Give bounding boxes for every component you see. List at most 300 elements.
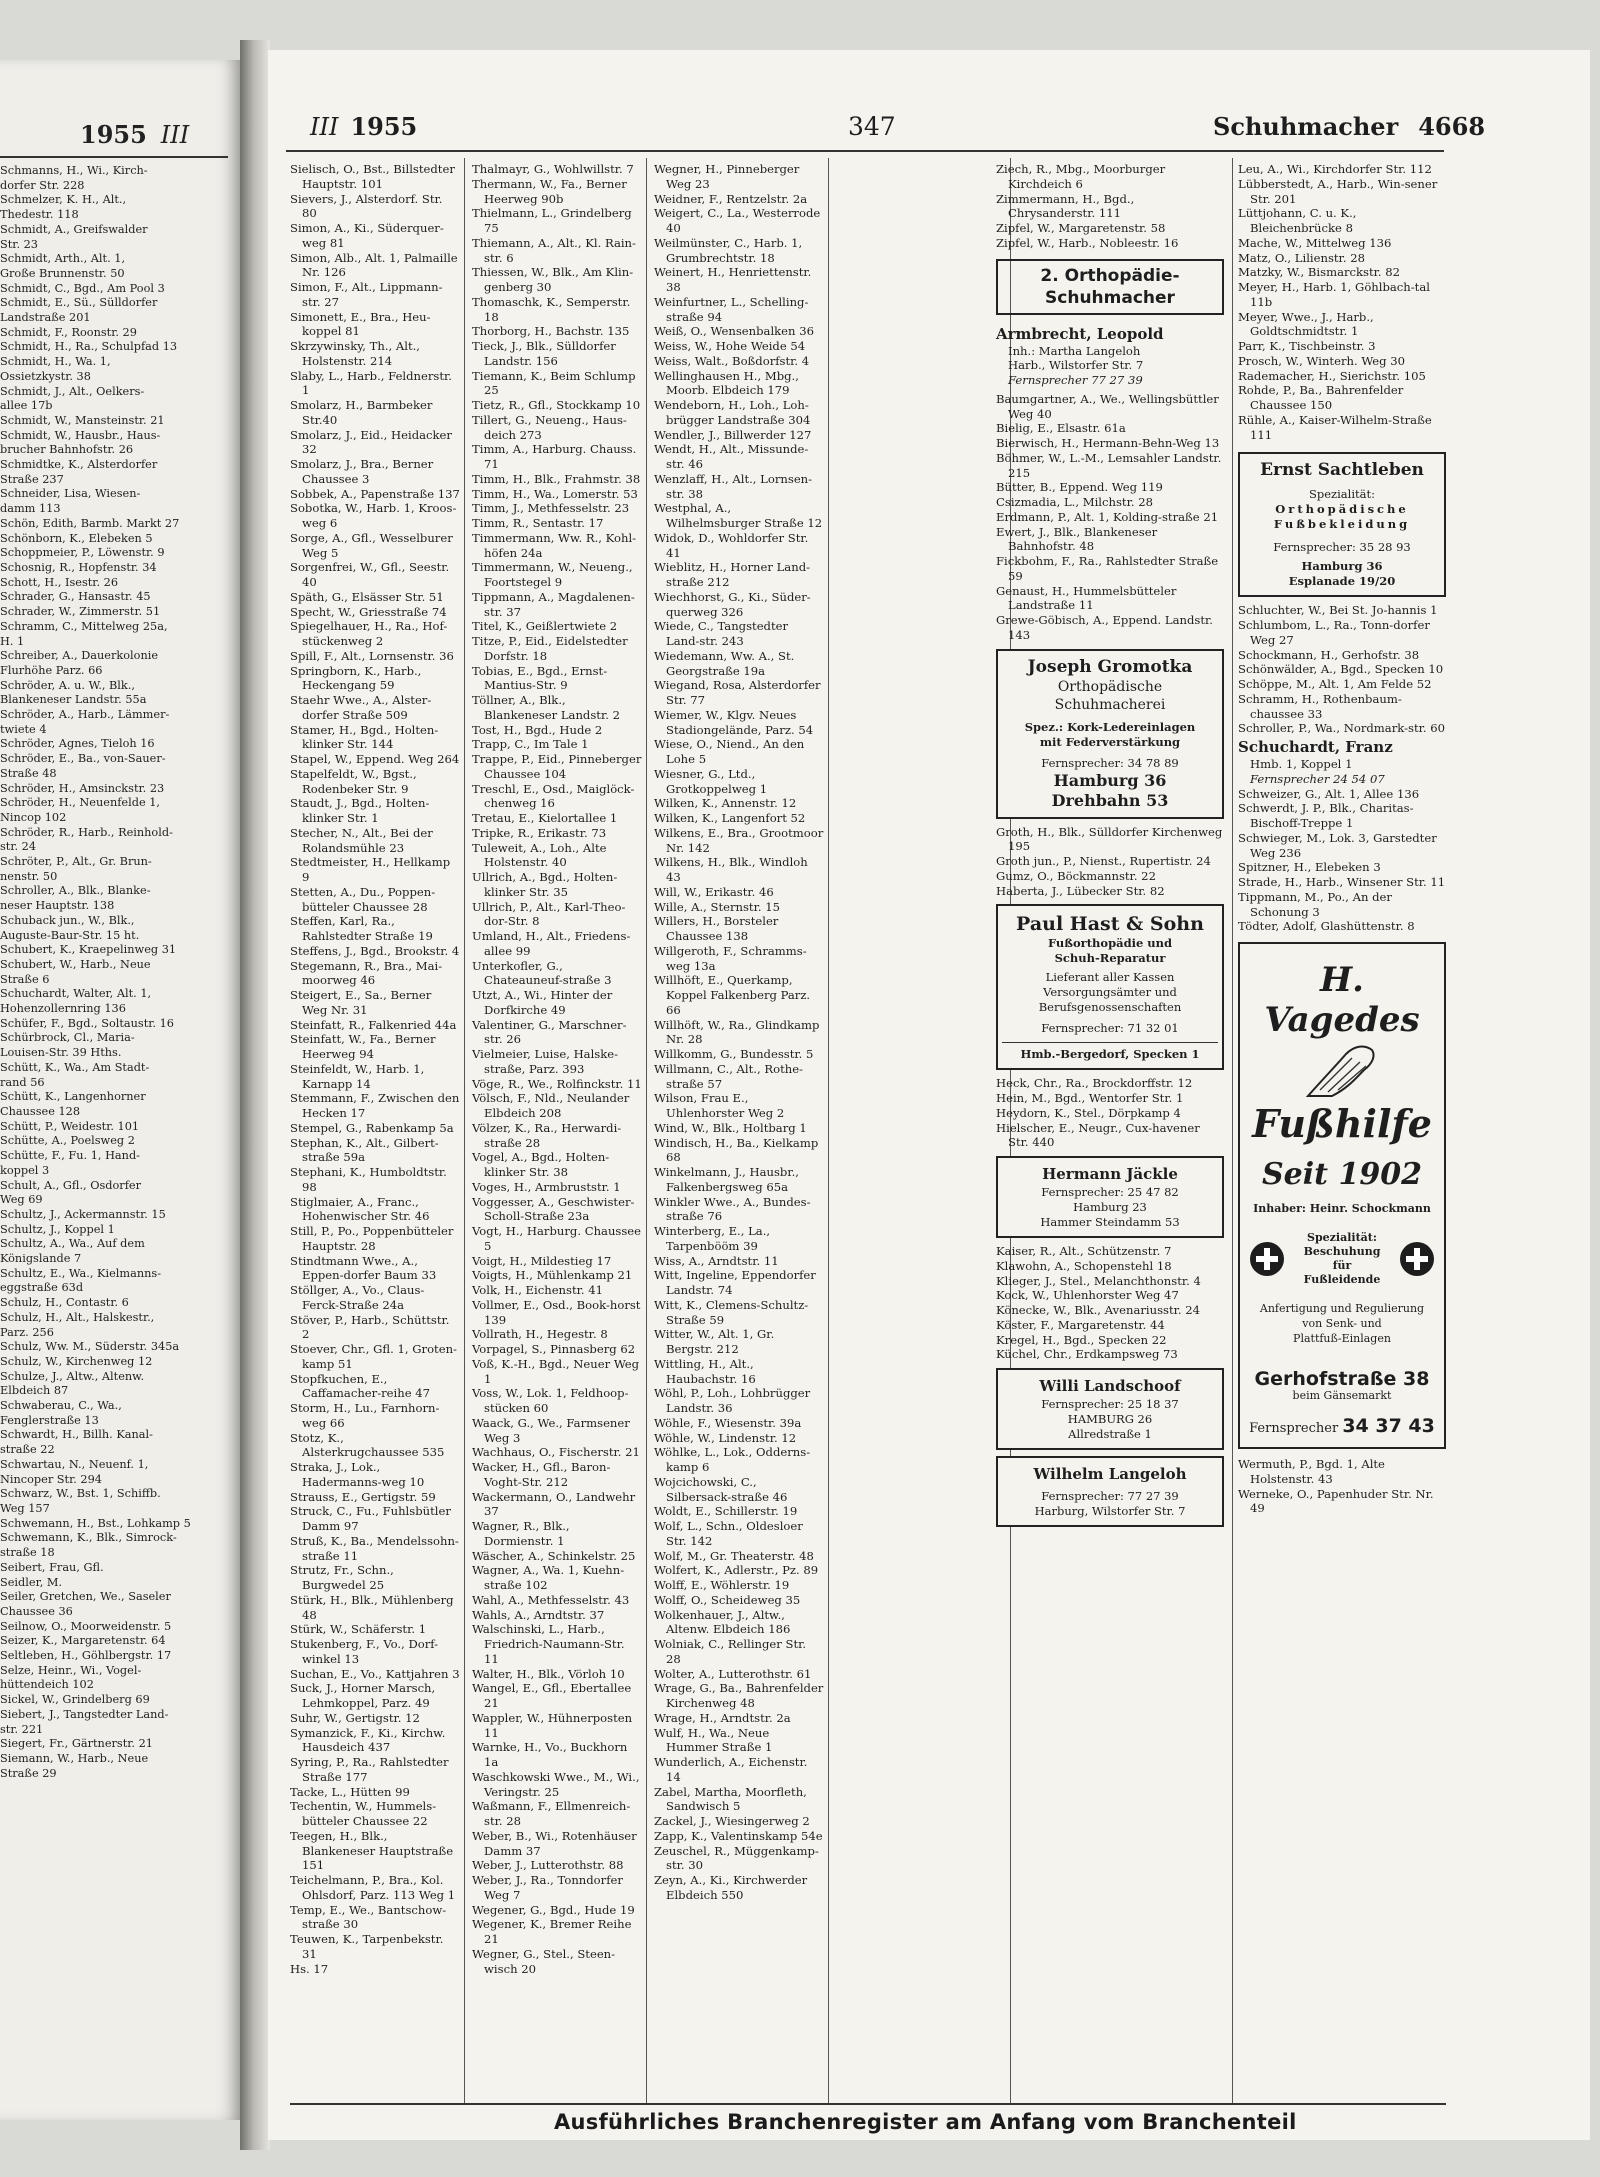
list-item: Stapel, W., Eppend. Weg 264 [290,752,460,766]
list-item: Wulf, H., Wa., Neue Hummer Straße 1 [654,1725,773,1755]
list-item: Schröder, Agnes, Tieloh 16 [0,737,155,751]
list-item: Schosnig, R., Hopfenstr. 34 [0,560,157,574]
list-item: Schröder, H., Neuenfelde 1, [0,796,160,810]
listing-group [996,1244,1224,1362]
list-item: Staehr Wwe., A., Alster-dorfer Straße 509 [290,693,432,722]
list-item: Schöppe, M., Alt. 1, Am Felde 52 [1238,677,1432,691]
list-item: Steigert, E., Sa., Berner Weg Nr. 31 [290,988,432,1017]
list-item: Schluchter, W., Bei St. Jo-hannis 1 [1238,603,1438,618]
list-item: Zimmermann, H., Bgd., Chrysanderstr. 111 [996,191,1135,221]
list-item: Sobbek, A., Papenstraße 137 [290,486,460,501]
list-item: Stedtmeister, H., Hellkamp 9 [290,855,451,884]
list-item: Timm, R., Sentastr. 17 [472,516,604,530]
list-item: Weiss, Walt., Boßdorfstr. 4 [654,353,810,368]
list-item: Gumz, O., Böckmannstr. 22 [996,868,1156,883]
list-item: Witt, Ingeline, Eppendorfer Landstr. 74 [654,1268,816,1297]
header-rule [286,150,1444,152]
list-item: Wellinghausen H., Mbg., Moorb. Elbdeich 179 [654,368,799,398]
list-item: Voigts, H., Mühlenkamp 21 [472,1268,633,1283]
list-item: Weber, J., Ra., Tonndorfer Weg 7 [472,1873,623,1902]
listing-group [996,162,1224,251]
list-item: Schrader, G., Hansastr. 45 [0,590,151,604]
list-item: Willmann, C., Alt., Rothe-straße 57 [654,1061,803,1091]
list-item: Steffens, J., Bgd., Brookstr. 4 [290,943,460,958]
list-item: Stetten, A., Du., Poppen-bütteler Chaussee 28 [290,884,436,914]
list-item: Tiemann, K., Beim Schlump 25 [472,368,636,398]
list-item: Stürk, H., Blk., Mühlenberg 48 [290,1592,454,1622]
list-item: Wrage, H., Arndtstr. 2a [654,1710,791,1725]
list-item: Walschinski, L., Harb., Friedrich-Naumann-Str. 11 [472,1622,625,1666]
list-item: Wolkenhauer, J., Altw., Altenw. Elbdeich 186 [654,1607,791,1637]
list-item: Schramm, C., Mittelweg 25a, [0,619,168,633]
list-item: Wendt, H., Alt., Missunde-str. 46 [654,442,809,471]
list-item: Teichelmann, P., Bra., Kol. Ohlsdorf, Parz. 113 Weg 1 [290,1873,456,1902]
list-item: Schmidt, W., Hausbr., Haus- [0,428,161,442]
service-description: Anfertigung und Regulierung von Senk- und Plattfuß-Einlagen [1259,1301,1425,1345]
list-item: Thomaschk, K., Semperstr. 18 [472,294,631,324]
list-item: Selze, Heinr., Wi., Vogel- [0,1663,142,1677]
list-item: hüttendeich 102 [0,1678,94,1692]
list-item: Skrzywinsky, Th., Alt., Holstenstr. 214 [290,339,420,368]
list-item: Strauss, E., Gertigstr. 59 [290,1489,436,1504]
list-item: Waßmann, F., Ellmenreich-str. 28 [472,1799,631,1828]
list-item: Willhöft, W., Ra., Glindkamp Nr. 28 [654,1017,820,1047]
list-item: Temp, E., We., Bantschow-straße 30 [290,1902,447,1932]
list-item: Bierwisch, H., Hermann-Behn-Weg 13 [996,436,1220,450]
list-item: Symanzick, F., Ki., Kirchw. Hausdeich 437 [290,1725,446,1755]
list-item: Spill, F., Alt., Lornsenstr. 36 [290,648,454,663]
list-item: Willkomm, G., Bundesstr. 5 [654,1047,814,1061]
list-item: Weg 69 [0,1193,43,1207]
list-item: Schütt, P., Weidestr. 101 [0,1119,140,1133]
list-item: Stotz, K., Alsterkrugchaussee 535 [290,1430,445,1460]
list-item: Weidner, F., Rentzelstr. 2a [654,191,808,206]
list-item: Elbdeich 87 [0,1384,69,1398]
list-item: Wiede, C., Tangstedter Land-str. 243 [654,619,789,648]
list-item: Wiese, O., Niend., An den Lohe 5 [654,737,805,766]
list-item: Seilnow, O., Moorweidenstr. 5 [0,1619,172,1633]
medical-cross-icon [1400,1242,1434,1276]
list-item: Schmidt, W., Mansteinstr. 21 [0,413,165,427]
list-item: Küchel, Chr., Erdkampsweg 73 [996,1347,1178,1362]
list-item: Valentiner, G., Marschner-str. 26 [472,1017,627,1047]
list-item: Tillert, G., Neueng., Haus-deich 273 [472,412,627,442]
list-item: Voggesser, A., Geschwister-Scholl-Straße 23a [472,1194,635,1224]
list-item: Schmidt, F., Roonstr. 29 [0,325,137,339]
page-number: 347 [848,112,896,141]
list-item: Weinert, H., Henriettenstr. 38 [654,265,812,294]
list-item: Tretau, E., Kielortallee 1 [472,811,618,825]
list-item: Zapp, K., Valentinskamp 54e [654,1828,823,1843]
list-item: Schön, Edith, Barmb. Markt 27 [0,516,180,530]
list-item: Lüttjohann, C. u. K., Bleichenbrücke 8 [1238,206,1357,235]
list-item: Schuback jun., W., Blk., [0,913,135,927]
list-item: Schramm, H., Rothenbaum-chaussee 33 [1238,691,1402,721]
list-item: Schulze, J., Altw., Altenw. [0,1369,145,1383]
list-item: Vollmer, E., Osd., Book-horst 139 [472,1297,641,1327]
list-item: Wiesner, G., Ltd., Grotkoppelweg 1 [654,766,768,796]
list-item: Nincoper Str. 294 [0,1472,102,1486]
list-item: Tacke, L., Hütten 99 [290,1784,410,1799]
list-item: Simonett, E., Bra., Heu-koppel 81 [290,309,431,339]
list-item: Thiemann, A., Alt., Kl. Rain-str. 6 [472,235,636,265]
list-item: Schröder, A., Harb., Lämmer- [0,708,170,722]
listing-column-2 [472,162,642,1976]
list-item: Wunderlich, A., Eichenstr. 14 [654,1755,808,1784]
list-item: Ossietzkystr. 38 [0,369,91,383]
list-item: Unterkofler, G., Chateauneuf-straße 3 [472,958,612,988]
list-item: Stöver, P., Harb., Schüttstr. 2 [290,1312,450,1342]
list-item: Seltleben, H., Göhlbergstr. 17 [0,1649,172,1663]
vagedes-phone: Fernsprecher 34 37 43 [1249,1415,1435,1438]
list-item: Wiechhorst, G., Ki., Süder-querweg 326 [654,589,811,619]
list-item: Wagner, A., Wa. 1, Kuehn-straße 102 [472,1563,625,1592]
list-item: Köster, F., Margaretenstr. 44 [996,1317,1165,1332]
list-item: Tietz, R., Gfl., Stockkamp 10 [472,398,641,412]
page-header-right: Schuhmacher 4668 [1213,112,1486,141]
list-item: Timmermann, Ww. R., Kohl-höfen 24a [472,530,637,560]
list-item: Zeyn, A., Ki., Kirchwerder Elbdeich 550 [654,1873,808,1902]
list-item: Schrader, W., Zimmerstr. 51 [0,605,161,619]
list-item: Simon, Alb., Alt. 1, Palmaille Nr. 126 [290,250,458,280]
list-item: Schmidtke, K., Alsterdorfer [0,458,158,472]
list-item: Zeuschel, R., Müggenkamp-str. 30 [654,1843,819,1873]
list-item: Schütte, A., Poelsweg 2 [0,1134,135,1148]
list-item: Witter, W., Alt. 1, Gr. Bergstr. 212 [654,1327,775,1356]
list-item: Timm, H., Wa., Lomerstr. 53 [472,486,638,501]
list-item: Parr, K., Tischbeinstr. 3 [1238,339,1376,353]
list-item: Matz, O., Lilienstr. 28 [1238,250,1365,265]
list-item: Schultz, E., Wa., Kielmanns- [0,1266,162,1280]
highlighted-listing-details: Hmb. 1, Koppel 1 Fernsprecher 24 54 07 [1250,757,1385,786]
list-item: Weigert, C., La., Westerrode 40 [654,206,821,235]
list-item: Schubert, W., Harb., Neue [0,957,151,971]
list-item: Timm, J., Methfesselstr. 23 [472,501,630,516]
list-item: Wegner, G., Stel., Steen-wisch 20 [472,1946,616,1976]
list-item: twiete 4 [0,722,47,736]
list-item: Späth, G., Elsässer Str. 51 [290,589,444,604]
list-item: Mache, W., Mittelweg 136 [1238,235,1392,250]
list-item: Bütter, B., Eppend. Weg 119 [996,480,1163,495]
list-item: Fenglerstraße 13 [0,1413,99,1427]
list-item: Teuwen, K., Tarpenbekstr. 31 [290,1932,444,1961]
list-item: Schockmann, H., Gerhofstr. 38 [1238,647,1420,662]
list-item: Schroller, P., Wa., Nordmark-str. 60 [1238,721,1445,736]
list-item: straße 18 [0,1546,55,1560]
list-item: Straße 48 [0,766,57,780]
list-item: Baumgartner, A., We., Wellingsbüttler Weg 40 [996,391,1219,421]
list-item: Groth jun., P., Nienst., Rupertistr. 24 [996,854,1211,868]
list-item: Titel, K., Geißlertwiete 2 [472,619,618,634]
list-item: Sievers, J., Alsterdorf. Str. 80 [290,191,443,221]
list-item: Vorpagel, S., Pinnasberg 62 [472,1342,636,1356]
list-item: koppel 3 [0,1163,50,1177]
listing-group [996,825,1224,899]
list-item: Thorborg, H., Bachstr. 135 [472,324,630,339]
list-item: Blankeneser Landstr. 55a [0,693,147,707]
list-item: Wilken, K., Langenfort 52 [654,811,806,825]
list-item: Wagner, R., Blk., Dormienstr. 1 [472,1519,570,1548]
list-item: Thedestr. 118 [0,208,79,222]
list-item: Seidler, M. [0,1575,63,1589]
list-item: Stapelfeldt, W., Bgst., Rodenbeker Str. 9 [290,766,417,796]
list-item: Stephan, K., Alt., Gilbert-straße 59a [290,1135,439,1165]
list-item: Stindtmann Wwe., A., Eppen-dorfer Baum 33 [290,1253,437,1283]
list-item: Schwerdt, J. P., Blk., Charitas-Bischoff-Treppe 1 [1238,801,1414,830]
list-item: Steffen, Karl, Ra., Rahlstedter Straße 19 [290,914,433,943]
list-item: Slaby, L., Harb., Feldnerstr. 1 [290,368,452,398]
list-item: Wiedemann, Ww. A., St. Georgstraße 19a [654,648,795,678]
list-item: nenstr. 50 [0,869,58,883]
list-item: Hohenzollernring 136 [0,1002,126,1016]
list-item: dorfer Str. 228 [0,178,85,192]
list-item: Spitzner, H., Elebeken 3 [1238,860,1381,875]
list-item: Straka, J., Lok., Hadermanns-weg 10 [290,1460,425,1489]
list-item: Seiler, Gretchen, We., Saseler [0,1590,171,1604]
list-item: Wachhaus, O., Fischerstr. 21 [472,1445,640,1460]
footer-note: Ausführliches Branchenregister am Anfang vom Branchenteil [554,2110,1297,2134]
list-item: Struß, K., Ba., Mendelssohn-straße 11 [290,1533,459,1563]
list-item: Schwemann, K., Blk., Simrock- [0,1531,177,1545]
list-item: Stecher, N., Alt., Bei der Rolandsmühle 23 [290,825,433,855]
list-item: brucher Bahnhofstr. 26 [0,443,134,457]
list-item: Stopfkuchen, E., Caffamacher-reihe 47 [290,1371,430,1401]
list-item: Spiegelhauer, H., Ra., Hof-stückenweg 2 [290,619,448,648]
list-item: Willhöft, E., Querkamp, Koppel Falkenberg Parz. 66 [654,973,811,1017]
list-item: Voß, K.-H., Bgd., Neuer Weg 1 [472,1356,640,1386]
list-item: Windisch, H., Ba., Kielkamp 68 [654,1135,819,1165]
list-item: Sorgenfrei, W., Gfl., Seestr. 40 [290,560,450,589]
list-item: Zabel, Martha, Moorfleth, Sandwisch 5 [654,1784,807,1814]
list-item: Schultz, A., Wa., Auf dem [0,1237,145,1251]
list-item: allee 17b [0,399,53,413]
list-item: Thalmayr, G., Wohlwillstr. 7 [472,162,634,176]
list-item: Schürbrock, Cl., Maria- [0,1031,135,1045]
list-item: Wilkens, E., Bra., Grootmoor Nr. 142 [654,825,824,855]
previous-page-fragment [0,60,240,2120]
list-item: Specht, W., Griesstraße 74 [290,604,447,619]
highlighted-listing-name: Armbrecht, Leopold [996,324,1164,343]
list-item: Techentin, W., Hummels-bütteler Chaussee 22 [290,1799,437,1828]
list-item: Schulz, W., Kirchenweg 12 [0,1354,153,1368]
previous-page-header: 1955 III [80,120,190,149]
list-item: Kock, W., Uhlenhorster Weg 47 [996,1288,1179,1303]
list-item: eggstraße 63d [0,1281,84,1295]
list-item: Rühle, A., Kaiser-Wilhelm-Straße 111 [1238,412,1432,442]
list-item: Wöhle, F., Wiesenstr. 39a [654,1415,802,1430]
list-item: Wind, W., Blk., Holtbarg 1 [654,1120,807,1135]
list-item: Stöllger, A., Vo., Claus-Ferck-Straße 24a [290,1283,425,1312]
list-item: Königslande 7 [0,1252,82,1266]
column-divider [1232,158,1233,2103]
list-item: Schubert, K., Kraepelinweg 31 [0,943,177,957]
list-item: Wacker, H., Gfl., Baron-Voght-Str. 212 [472,1460,611,1489]
list-item: Wegener, G., Bgd., Hude 19 [472,1902,635,1917]
list-item: Tödter, Adolf, Glashüttenstr. 8 [1238,919,1415,934]
list-item: Klieger, J., Stel., Melanchthonstr. 4 [996,1273,1201,1288]
list-item: Suchan, E., Vo., Kattjahren 3 [290,1666,460,1681]
list-item: Große Brunnenstr. 50 [0,266,125,280]
list-item: Wahl, A., Methfesselstr. 43 [472,1592,630,1607]
list-item: Waschkowski Wwe., M., Wi., Veringstr. 25 [472,1769,640,1799]
list-item: Steinfatt, W., Fa., Berner Heerweg 94 [290,1032,436,1061]
list-item: Meyer, H., Harb. 1, Göhlbach-tal 11b [1238,280,1430,309]
list-item: damm 113 [0,502,61,516]
list-item: Wolfert, K., Adlerstr., Pz. 89 [654,1563,819,1578]
list-item: Trappe, P., Eid., Pinneberger Chaussee 104 [472,752,642,781]
list-item: Matzky, W., Bismarckstr. 82 [1238,265,1401,280]
list-item: Schneider, Lisa, Wiesen- [0,487,141,501]
list-item: Wegener, K., Bremer Reihe 21 [472,1917,632,1946]
list-item: Smolarz, J., Eid., Heidacker 32 [290,427,452,457]
list-item: Voigt, H., Mildestieg 17 [472,1253,612,1268]
list-item: Seibert, Frau, Gfl. [0,1560,104,1574]
list-item: Vollrath, H., Hegestr. 8 [472,1327,608,1342]
specialty-text: Spezialität: Beschuhung für Fußleidende [1303,1230,1381,1286]
list-item: Thielmann, L., Grindelberg 75 [472,206,632,235]
list-item: Wäscher, A., Schinkelstr. 25 [472,1548,636,1563]
list-item: Ziech, R., Mbg., Moorburger Kirchdeich 6 [996,162,1166,191]
list-item: Wolter, A., Lutterothstr. 61 [654,1666,812,1681]
list-item: Schweizer, G., Alt. 1, Allee 136 [1238,786,1420,801]
list-item: Töllner, A., Blk., Blankeneser Landstr. 2 [472,693,620,722]
list-item: Stephani, K., Humboldtstr. 98 [290,1165,447,1194]
listing-column-1 [290,162,460,1976]
list-item: neser Hauptstr. 138 [0,899,115,913]
list-item: Utzt, A., Wi., Hinter der Dorfkirche 49 [472,988,613,1017]
listing-group [1238,1457,1446,1516]
list-item: Wojcichowski, C., Silbersack-straße 46 [654,1474,788,1504]
list-item: Wieblitz, H., Horner Land-straße 212 [654,560,811,589]
list-item: Stoever, Chr., Gfl. 1, Groten-kamp 51 [290,1342,457,1371]
list-item: Vogel, A., Bgd., Holten-klinker Str. 38 [472,1150,610,1179]
list-item: Widok, D., Wohldorfer Str. 41 [654,530,809,560]
list-item: Tobias, E., Bgd., Ernst-Mantius-Str. 9 [472,663,608,693]
list-item: Smolarz, H., Barmbeker Str.40 [290,398,433,427]
list-item: Schröder, E., Ba., von-Sauer- [0,752,166,766]
list-item: Schwardt, H., Billh. Kanal- [0,1428,153,1442]
list-item: Wolff, E., Wöhlerstr. 19 [654,1578,790,1592]
listing-column-5 [1238,162,1446,1516]
list-item: Treschl, E., Osd., Maiglöck-chenweg 16 [472,781,635,811]
list-item: Schüfer, F., Bgd., Soltaustr. 16 [0,1016,174,1030]
listing-group [1238,603,1446,736]
column-divider [828,158,829,2103]
list-item: Schröder, R., Harb., Reinhold- [0,825,173,839]
list-item: Schütte, F., Fu. 1, Hand- [0,1149,140,1163]
list-item: Nincop 102 [0,810,67,824]
list-item: Kregel, H., Bgd., Specken 22 [996,1332,1167,1347]
list-item: Walter, H., Blk., Vörloh 10 [472,1666,625,1681]
list-item: Ullrich, A., Bgd., Holten-klinker Str. 35 [472,870,618,899]
list-item: Timmermann, W., Neueng., Foortstegel 9 [472,560,633,589]
list-item: Wöhle, W., Lindenstr. 12 [654,1430,797,1445]
list-item: Schönborn, K., Elebeken 5 [0,531,153,545]
list-item: Schmidt, H., Wa. 1, [0,355,111,369]
list-item: str. 24 [0,840,37,854]
listing-group [1238,787,1446,935]
list-item: Wilson, Frau E., Uhlenhorster Weg 2 [654,1091,785,1120]
list-item: Weiss, W., Hohe Weide 54 [654,339,806,353]
list-item: Ewert, J., Blk., Blankeneser Bahnhofstr. 48 [996,524,1158,554]
list-item: Wiegand, Rosa, Alsterdorfer Str. 77 [654,678,821,707]
list-item: Wangel, E., Gfl., Ebertallee 21 [472,1681,632,1710]
list-item: Chaussee 36 [0,1604,73,1618]
list-item: Steinfeldt, W., Harb. 1, Karnapp 14 [290,1061,425,1091]
list-item: Hielscher, E., Neugr., Cux-havener Str. 440 [996,1120,1200,1150]
list-item: Simon, F., Alt., Lippmann-str. 27 [290,280,443,309]
list-item: Straße 237 [0,472,64,486]
list-item: Siemann, W., Harb., Neue [0,1751,149,1765]
list-item: Weber, J., Lutterothstr. 88 [472,1858,624,1873]
list-item: Voss, W., Lok. 1, Feldhoop-stücken 60 [472,1386,629,1415]
list-item: Winkler Wwe., A., Bundes-straße 76 [654,1194,811,1224]
list-item: Schwarz, W., Bst. 1, Schiffb. [0,1487,161,1501]
list-item: Springborn, K., Harb., Heckengang 59 [290,663,422,693]
list-item: Warnke, H., Vo., Buckhorn 1a [472,1740,628,1769]
list-item: Erdmann, P., Alt. 1, Kolding-straße 21 [996,509,1219,524]
list-item: Sorge, A., Gfl., Wesselburer Weg 5 [290,530,453,560]
list-item: straße 22 [0,1443,55,1457]
list-item: Schwieger, M., Lok. 3, Garstedter Weg 236 [1238,830,1437,860]
list-item: Woldt, E., Schillerstr. 19 [654,1504,798,1519]
list-item: Völsch, F., Nld., Neulander Elbdeich 208 [472,1091,630,1120]
list-item: Thiessen, W., Blk., Am Klin-genberg 30 [472,265,634,294]
list-item: Rohde, P., Ba., Bahrenfelder Chaussee 150 [1238,383,1404,412]
ad-box-landschoof: Willi Landschoof Fernsprecher: 25 18 37 HAMBURG 26 Allredstraße 1 [996,1368,1224,1450]
list-item: Wermuth, P., Bgd. 1, Alte Holstenstr. 43 [1238,1457,1385,1486]
list-item: Bielig, E., Elsastr. 61a [996,421,1126,436]
list-item: Heydorn, K., Stel., Dörpkamp 4 [996,1105,1181,1120]
list-item: Str. 23 [0,237,38,251]
list-item: Wendeborn, H., Loh., Loh-brügger Landstraße 304 [654,398,811,427]
list-item: Wenzlaff, H., Alt., Lornsen-str. 38 [654,471,813,501]
list-item: Hein, M., Bgd., Wentorfer Str. 1 [996,1091,1184,1105]
list-item: Thermann, W., Fa., Berner Heerweg 90b [472,176,627,206]
list-item: Timm, H., Blk., Frahmstr. 38 [472,471,641,486]
list-item: Schroller, A., Blk., Blanke- [0,884,151,898]
list-item: Landstraße 201 [0,311,91,325]
list-item: Suck, J., Horner Marsch, Lehmkoppel, Parz. 49 [290,1681,436,1710]
list-item: Schmidt, C., Bgd., Am Pool 3 [0,281,165,295]
list-item: Ullrich, P., Alt., Karl-Theo-dor-Str. 8 [472,899,626,929]
list-item: Schwemann, H., Bst., Lohkamp 5 [0,1516,191,1530]
list-item: Smolarz, J., Bra., Berner Chaussee 3 [290,457,434,486]
list-item: Umland, H., Alt., Friedens-allee 99 [472,929,631,958]
list-item: Könecke, W., Blk., Avenariusstr. 24 [996,1303,1201,1317]
list-item: Weiß, O., Wensenbalken 36 [654,324,814,339]
list-item: Lübberstedt, A., Harb., Win-sener Str. 201 [1238,176,1438,206]
list-item: Weber, B., Wi., Rotenhäuser Damm 37 [472,1828,637,1858]
list-item: Strutz, Fr., Schn., Burgwedel 25 [290,1563,394,1592]
list-item: Stamer, H., Bgd., Holten-klinker Str. 144 [290,722,439,752]
list-item: Zackel, J., Wiesingerweg 2 [654,1814,810,1828]
list-item: Wöhl, P., Loh., Lohbrügger Landstr. 36 [654,1386,811,1415]
list-item: Vöge, R., We., Rolfinckstr. 11 [472,1076,642,1091]
listing-group [1238,162,1446,442]
list-item: Trapp, C., Im Tale 1 [472,737,589,752]
list-item: Schmidt, A., Greifswalder [0,222,148,236]
book-gutter [240,40,270,2150]
previous-page-rule [0,156,228,158]
list-item: Stiglmaier, A., Franc., Hohenwischer Str. 46 [290,1194,430,1224]
list-item: Schultz, J., Ackermannstr. 15 [0,1207,166,1221]
list-item: Tripke, R., Erikastr. 73 [472,825,607,840]
list-item: Schott, H., Isestr. 26 [0,575,119,589]
list-item: Schmidt, Arth., Alt. 1, [0,252,126,266]
list-item: Tippmann, M., Po., An der Schonung 3 [1238,889,1392,919]
list-item: Witt, K., Clemens-Schultz-Straße 59 [654,1297,809,1327]
